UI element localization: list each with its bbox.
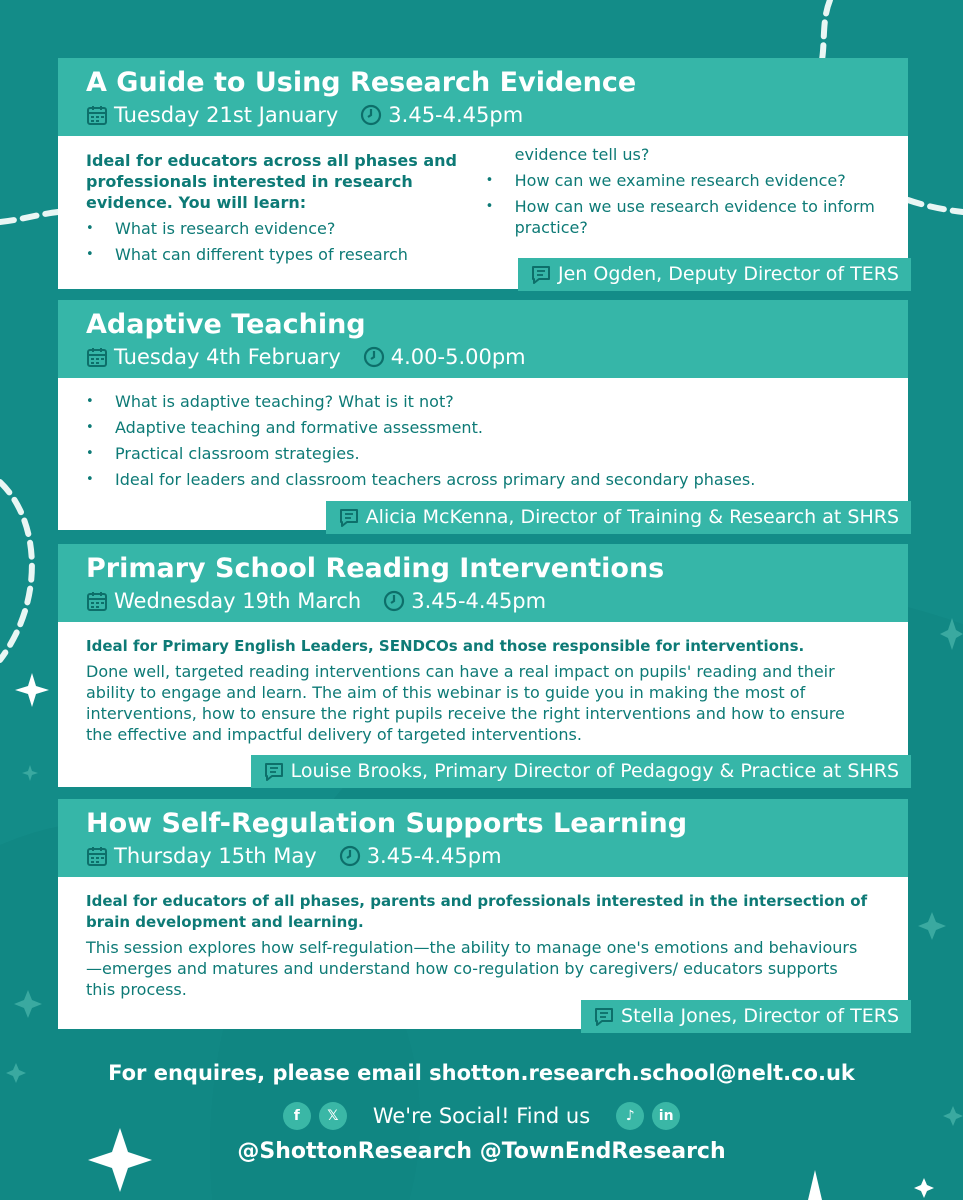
session-title: Primary School Reading Interventions (86, 553, 665, 584)
presenter-tag (326, 501, 911, 534)
calendar-icon (86, 104, 108, 126)
session-description: This session explores how self-regulation—the ability to manage one's emotions and behaviours—emerges and matures and understand how co-regulation by caregivers/ educators supports this process. (86, 938, 858, 999)
linkedin-icon[interactable]: in (652, 1102, 680, 1130)
list-item: • Practical classroom strategies. (86, 443, 880, 464)
list-item-continued: evidence tell us? (514, 145, 650, 164)
list-item: • How can we use research evidence to inform practice? (486, 196, 880, 238)
presenter-tag (251, 755, 911, 788)
presenter-name: Jen Ogden, Deputy Director of TERS (557, 263, 899, 285)
list-item: • Adaptive teaching and formative assessment. (86, 417, 880, 438)
list-item: • How can we examine research evidence? (486, 170, 880, 191)
bullet-list (86, 391, 880, 490)
facebook-icon[interactable]: f (283, 1102, 311, 1130)
session-intro: Ideal for Primary English Leaders, SENDCOs and those responsible for interventions. (86, 637, 805, 655)
session-date: Thursday 15th May (114, 844, 317, 868)
bullet-list (86, 218, 461, 265)
session-card-adaptive-teaching (58, 300, 908, 530)
session-date: Wednesday 19th March (114, 589, 362, 613)
session-title: Adaptive Teaching (86, 309, 366, 340)
presenter-name: Stella Jones, Director of TERS (621, 1005, 899, 1027)
clock-icon (383, 590, 405, 612)
list-item: • What is adaptive teaching? What is it not? (86, 391, 880, 412)
presenter-tag (581, 1000, 911, 1033)
list-item: • Ideal for leaders and classroom teachers across primary and secondary phases. (86, 469, 880, 490)
session-description: Done well, targeted reading interventions can have a real impact on pupils' reading and their ability to engage and learn. The aim of this webinar is to guide you in making the most of interventions, how to ensure the right pupils receive the right interventions and how to ensure the effective and impactful delivery of targeted interventions. (86, 662, 845, 744)
session-intro: Ideal for educators across all phases and professionals interested in research evidence. You will learn: (86, 151, 457, 212)
session-time: 3.45-4.45pm (366, 844, 502, 868)
session-time: 3.45-4.45pm (411, 589, 547, 613)
tiktok-icon[interactable]: ♪ (616, 1102, 644, 1130)
card-header (58, 544, 908, 622)
clock-icon (360, 104, 382, 126)
session-title: A Guide to Using Research Evidence (86, 67, 637, 98)
social-row (0, 1102, 963, 1130)
presenter-name: Louise Brooks, Primary Director of Pedagogy & Practice at SHRS (290, 760, 899, 782)
session-meta (86, 101, 908, 129)
speech-bubble-icon (530, 264, 552, 286)
speech-bubble-icon (338, 507, 360, 529)
card-header (58, 58, 908, 136)
calendar-icon (86, 346, 108, 368)
calendar-icon (86, 845, 108, 867)
contact-email-line: For enquires, please email shotton.research.school@nelt.co.uk (108, 1061, 855, 1085)
social-handles: @ShottonResearch @TownEndResearch (237, 1139, 726, 1164)
calendar-icon (86, 590, 108, 612)
session-intro: Ideal for educators of all phases, parents and professionals interested in the intersection of brain development and learning. (86, 892, 868, 931)
card-header (58, 300, 908, 378)
session-card-reading-interventions (58, 544, 908, 787)
speech-bubble-icon (263, 761, 285, 783)
session-title: How Self-Regulation Supports Learning (86, 808, 688, 839)
card-header (58, 799, 908, 877)
clock-icon (363, 346, 385, 368)
session-time: 4.00-5.00pm (390, 345, 526, 369)
social-text: We're Social! Find us (372, 1104, 591, 1128)
presenter-tag (518, 258, 911, 291)
presenter-name: Alicia McKenna, Director of Training & Research at SHRS (365, 506, 899, 528)
speech-bubble-icon (593, 1006, 615, 1028)
clock-icon (339, 845, 361, 867)
session-card-research-evidence (58, 58, 908, 289)
session-meta (86, 587, 908, 615)
list-item: • What is research evidence? (86, 218, 461, 239)
session-date: Tuesday 21st January (114, 103, 339, 127)
list-item: • What can different types of research (86, 244, 461, 265)
session-meta (86, 842, 908, 870)
session-time: 3.45-4.45pm (388, 103, 524, 127)
session-meta (86, 343, 908, 371)
session-card-self-regulation (58, 799, 908, 1029)
x-icon[interactable]: 𝕏 (319, 1102, 347, 1130)
bullet-list (486, 170, 880, 238)
session-date: Tuesday 4th February (114, 345, 341, 369)
